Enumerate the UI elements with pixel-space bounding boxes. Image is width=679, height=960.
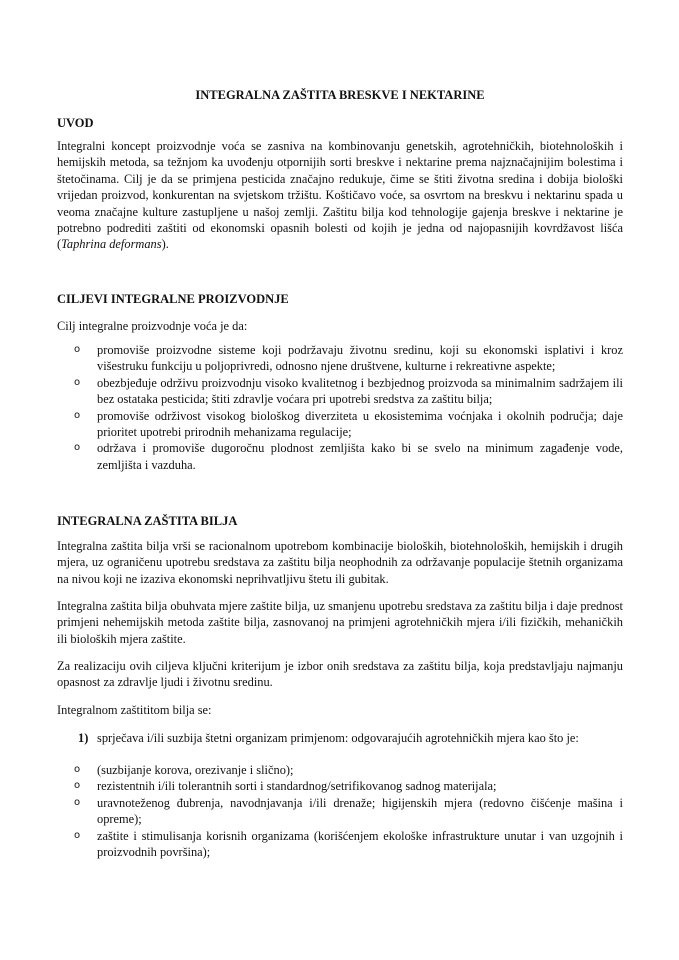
- zastita-paragraph-4: Integralnom zaštititom bilja se:: [57, 703, 212, 717]
- bullet-icon: o: [74, 409, 81, 421]
- list-item: [57, 778, 623, 794]
- section-heading-uvod: UVOD: [57, 116, 94, 130]
- uvod-italic-species: Taphrina deformans: [61, 237, 162, 252]
- list-item-text: promoviše proizvodne sisteme koji podržavaju životnu sredinu, koji su ekonomski isplativi i kroz višestruku funkciju u poljoprivredi, odnosno njene društvene, kulturne i rekreativne aspekte;: [97, 343, 623, 374]
- bullet-icon: o: [74, 764, 81, 775]
- bullet-icon: o: [74, 780, 81, 792]
- list-item-text: (suzbijanje korova, orezivanje i slično);: [97, 763, 294, 777]
- list-item-text: promoviše održivost visokog biološkog diverziteta u ekosistemima voćnjaka i okolnih područja; daje prioritet upotrebi prirodnih mehanizama regulacije;: [97, 408, 623, 440]
- bullet-icon: o: [74, 442, 81, 454]
- zastita-paragraph-1: Integralna zaštita bilja vrši se racionalnom upotrebom kombinacije bioloških, biotehnoloških, hemijskih i drugih mjera, uz ograničenu upotrebu sredstava za zaštitu bilja neophodnih za održavanje populacije štetnih organizama na nivou koji ne izaziva ekonomski neprihvatljivu štetu ili gubitak.: [57, 539, 623, 586]
- numbered-item-text: sprječava i/ili suzbija štetni organizam primjenom: odgovarajućih agrotehničkih mjera kao što je:: [97, 731, 579, 745]
- ciljevi-intro: Cilj integralne proizvodnje voća je da:: [57, 319, 248, 333]
- zastita-paragraph-3: Za realizaciju ovih ciljeva ključni kriterijum je izbor onih sredstava za zaštitu bilja, koja predstavljaju najmanju opasnost za zdravlje ljudi i životnu sredinu.: [57, 659, 623, 690]
- zastita-paragraph-2: Integralna zaštita bilja obuhvata mjere zaštite bilja, uz smanjenu upotrebu sredstava za zaštitu bilja i daje prednost primjeni nehemijskih metoda zaštite bilja, zasnovanoj na primjeni agrotehničkih mjera i/ili fizičkih, mehaničkih ili bioloških mjera zaštite.: [57, 599, 623, 646]
- list-item: [57, 342, 623, 375]
- section-heading-ciljevi: CILJEVI INTEGRALNE PROIZVODNJE: [57, 292, 289, 306]
- uvod-end: ).: [161, 237, 169, 252]
- list-item: [57, 828, 623, 861]
- list-item: [57, 375, 623, 408]
- document-title: INTEGRALNA ZAŠTITA BRESKVE I NEKTARINE: [195, 88, 485, 102]
- bullet-icon: o: [74, 344, 81, 355]
- list-item-text: rezistentnih i/ili tolerantnih sorti i standardnog/setrifikovanog sadnog materijala;: [97, 779, 497, 794]
- list-item: [57, 795, 623, 828]
- section-heading-zastita: INTEGRALNA ZAŠTITA BILJA: [57, 514, 238, 528]
- bullet-icon: o: [74, 796, 81, 808]
- bullet-icon: o: [74, 376, 81, 388]
- numbered-item-label: 1): [78, 731, 89, 745]
- list-item: [57, 440, 623, 473]
- uvod-text: Integralni koncept proizvodnje voća se zasniva na kombinovanju genetskih, agrotehničkih, biotehnoloških i hemijskih metoda, sa težnjom ka uvođenju otpornijih sorti breskve i nektarine prema najznačajnijim bolestima i štetočinama. Cilj je da se primjena pesticida značajno redukuje, čime se štiti životna sredina i dobija biološki vrijedan proizvod, konkurentan na svjetskom tržištu. Koštičavo voće, sa osvrtom na breskvu i nektarinu spada u veoma značajne kulture zastupljene u našoj zemlji. Zaštitu bilja kod tehnologije gajenja breskve i nektarine je potrebno podrediti zaštiti od ekonomski opasnih bolesti od kojih je jedna od najopasnijih kovrdžavost lišća (: [57, 139, 623, 252]
- uvod-paragraph: [57, 138, 623, 253]
- list-item-text: zaštite i stimulisanja korisnih organizama (korišćenjem ekološke infrastrukture unutar i van uzgojnih i proizvodnih površina);: [97, 828, 623, 860]
- list-item: [57, 408, 623, 441]
- list-item-text: uravnoteženog đubrenja, navodnjavanja i/ili drenaže; higijenskih mjera (redovno čišćenje mašina i opreme);: [97, 795, 623, 827]
- zastita-list: [57, 762, 623, 860]
- bullet-icon: o: [74, 829, 81, 841]
- list-item: [57, 762, 623, 778]
- list-item-text: obezbjeđuje održivu proizvodnju visoko kvalitetnog i bezbjednog proizvoda sa minimalnim sadržajem ili bez ostataka pesticida; štiti zdravlje voćara pri upotrebi sredstva za zaštitu bilja;: [97, 375, 623, 407]
- list-item-text: održava i promoviše dugoročnu plodnost zemljišta kako bi se svelo na minimum zagađenje vode, zemljišta i vazduha.: [97, 441, 623, 472]
- ciljevi-list: [57, 342, 623, 473]
